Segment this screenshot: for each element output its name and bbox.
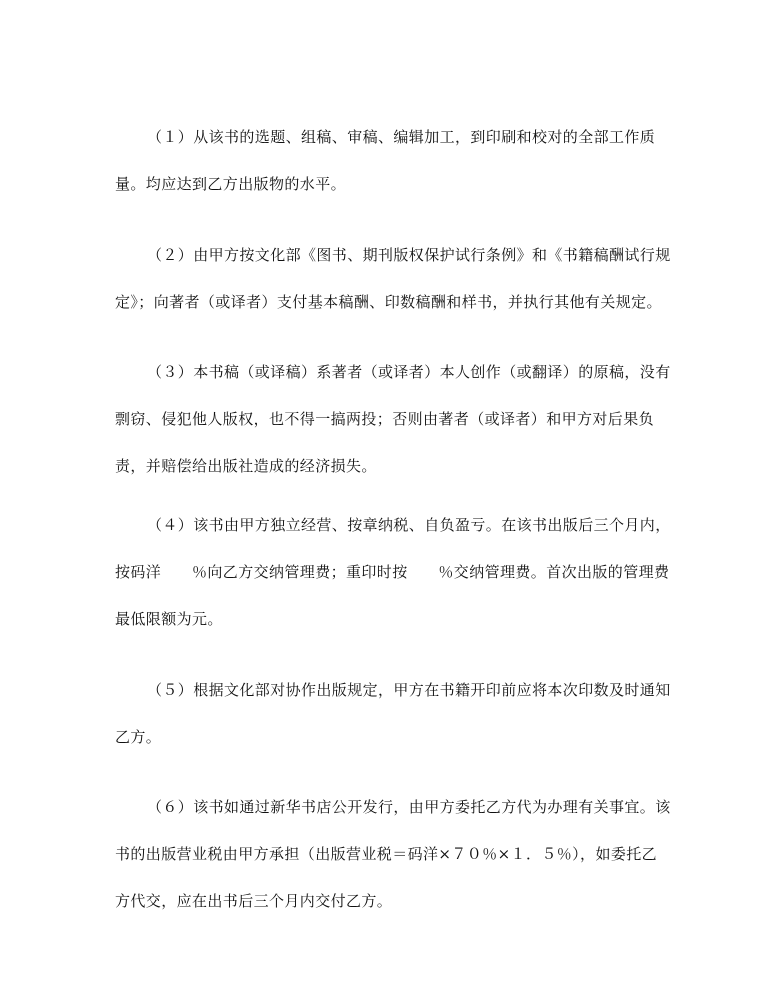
clause-1-line-1: （１）从该书的选题、组稿、审稿、编辑加工，到印刷和校对的全部工作质 xyxy=(147,128,656,146)
clause-3-line-2: 剽窃、侵犯他人版权，也不得一搞两投；否则由著者（或译者）和甲方对后果负 xyxy=(115,410,655,428)
clause-2-line-2: 定》；向著者（或译者）支付基本稿酬、印数稿酬和样书，并执行其他有关规定。 xyxy=(115,293,662,311)
clause-6-line-2: 书的出版营业税由甲方承担（出版营业税＝码洋×７０％×１．５％），如委托乙 xyxy=(115,845,658,863)
clause-4-line-2: 按码洋 ％向乙方交纳管理费；重印时按 ％交纳管理费。首次出版的管理费 xyxy=(115,563,670,581)
clause-6-line-3: 方代交，应在出书后三个月内交付乙方。 xyxy=(115,892,393,910)
clause-2-line-1: （２）由甲方按文化部《图书、期刊版权保护试行条例》和《书籍稿酬试行规 xyxy=(147,246,671,264)
clause-6-line-1: （６）该书如通过新华书店公开发行，由甲方委托乙方代为办理有关事宜。该 xyxy=(147,798,671,816)
clause-5-line-1: （５）根据文化部对协作出版规定，甲方在书籍开印前应将本次印数及时通知 xyxy=(147,681,671,699)
clause-5-line-2: 乙方。 xyxy=(115,728,162,746)
clause-3-line-3: 责，并赔偿给出版社造成的经济损失。 xyxy=(115,457,377,475)
clause-3-line-1: （３）本书稿（或译稿）系著者（或译者）本人创作（或翻译）的原稿，没有 xyxy=(147,363,671,381)
clause-1-line-2: 量。均应达到乙方出版物的水平。 xyxy=(115,175,347,193)
clause-4-line-1: （４）该书由甲方独立经营、按章纳税、自负盈亏。在该书出版后三个月内， xyxy=(147,516,671,534)
clause-4-line-3: 最低限额为元。 xyxy=(115,610,223,628)
